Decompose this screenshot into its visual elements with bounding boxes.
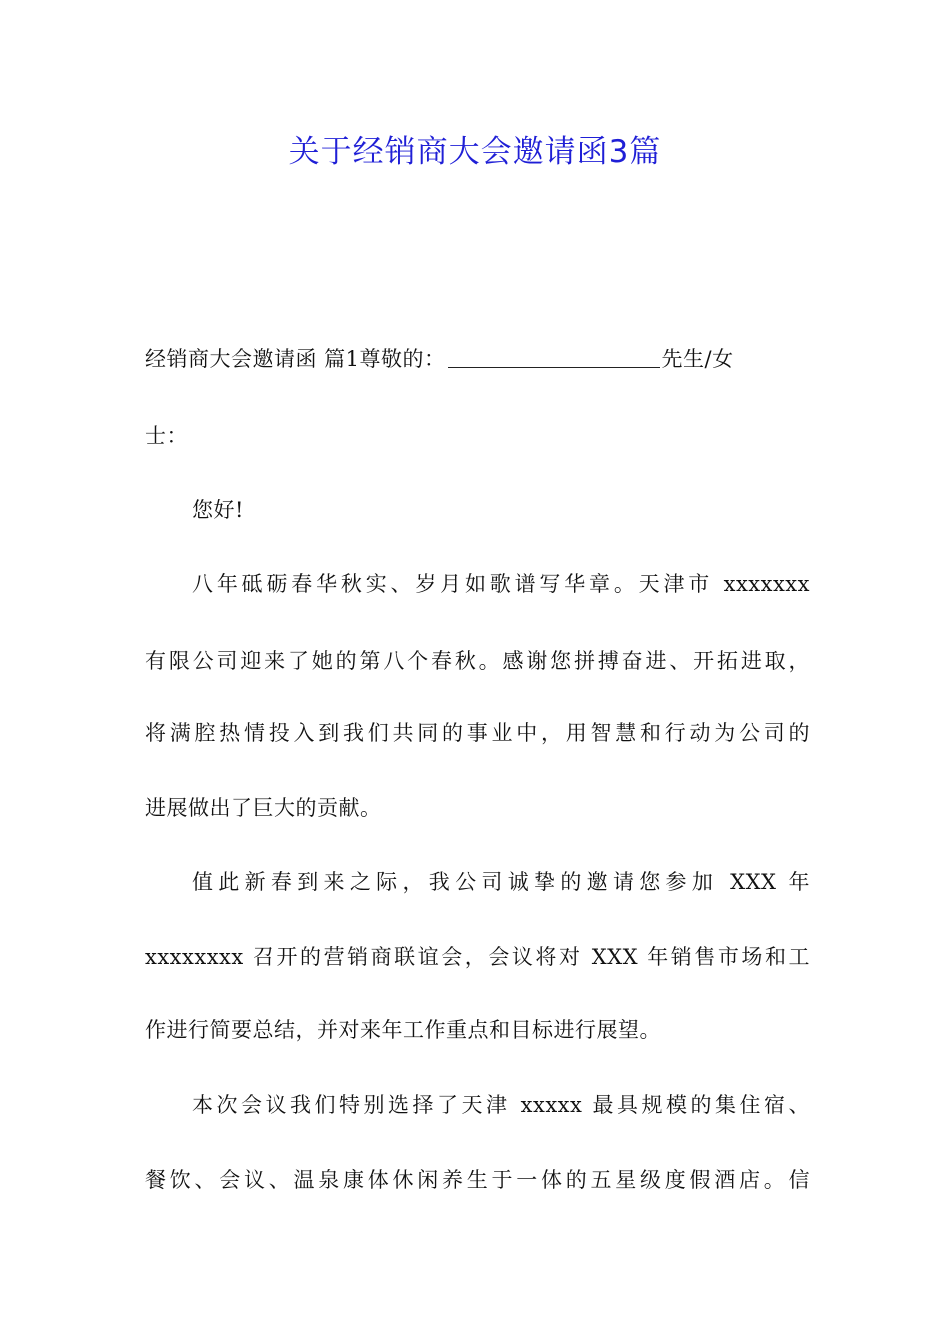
salutation-line: [145, 344, 810, 374]
salutation-suffix: 先生/女: [661, 347, 734, 371]
paragraph-1-line-4: 进展做出了巨大的贡献。: [145, 796, 382, 820]
paragraph-2-line-1: 值此新春到来之际，我公司诚挚的邀请您参加 XXX 年: [192, 870, 810, 894]
greeting-line: 您好!: [192, 498, 244, 522]
paragraph-3-line-2: 餐饮、会议、温泉康体休闲养生于一体的五星级度假酒店。信: [145, 1168, 810, 1192]
paragraph-2-line-2: xxxxxxxx 召开的营销商联谊会，会议将对 XXX 年销售市场和工: [145, 945, 810, 969]
name-fill-blank: [448, 347, 660, 368]
paragraph-2-line-3: 作进行简要总结，并对来年工作重点和目标进行展望。: [145, 1018, 661, 1042]
paragraph-1-line-1: 八年砥砺春华秋实、岁月如歌谱写华章。天津市 xxxxxxx: [192, 572, 810, 596]
paragraph-1-line-2: 有限公司迎来了她的第八个春秋。感谢您拼搏奋进、开拓进取，: [145, 649, 810, 673]
body-line: 士：: [145, 424, 188, 448]
paragraph-1-line-3: 将满腔热情投入到我们共同的事业中，用智慧和行动为公司的: [145, 721, 810, 745]
paragraph-3-line-1: 本次会议我们特别选择了天津 xxxxx 最具规模的集住宿、: [192, 1093, 810, 1117]
salutation-text: 经销商大会邀请函 篇1尊敬的：: [145, 347, 446, 371]
document-title: 关于经销商大会邀请函3篇: [288, 134, 662, 170]
